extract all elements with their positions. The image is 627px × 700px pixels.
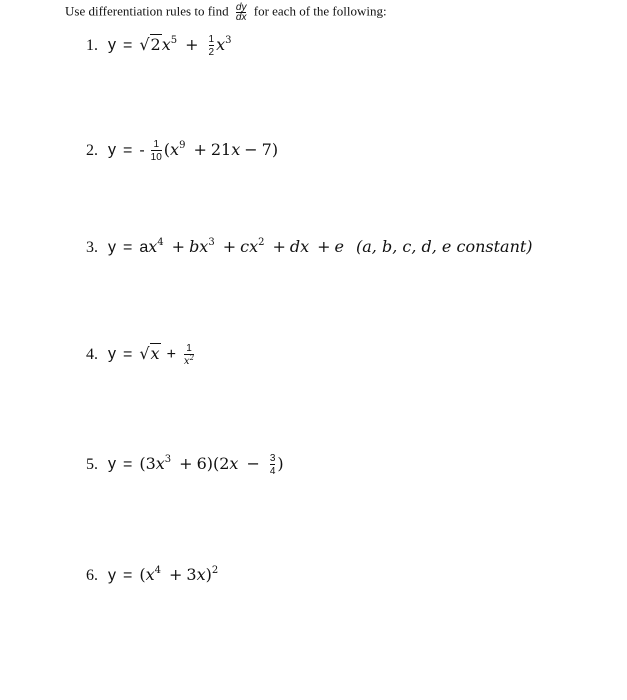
- problem-5: [86, 453, 284, 477]
- equals-sign: =: [123, 345, 133, 363]
- problem-number: 2.: [86, 141, 98, 159]
- problem-number: 5.: [86, 455, 98, 473]
- problem-expression: $(x^4 + 3x)^2$: [139, 565, 219, 584]
- problem-number: 1.: [86, 36, 98, 54]
- equals-sign: =: [123, 36, 133, 54]
- problem-lhs: y: [108, 141, 116, 159]
- equals-sign: =: [123, 239, 133, 256]
- equals-sign: =: [123, 567, 133, 584]
- dy-numerator: dy: [235, 2, 247, 13]
- instructions-line: [65, 3, 387, 22]
- equals-sign: =: [123, 455, 133, 473]
- problem-expression: √x + $\frac{1}{x^2}$: [139, 343, 195, 367]
- constants-note: (a, b, c, d, e constant): [356, 237, 533, 256]
- problem-6: [86, 565, 218, 585]
- instructions-text-before: Use differentiation rules to find: [65, 3, 229, 19]
- problem-4: [86, 343, 196, 367]
- problem-lhs: y: [108, 36, 116, 54]
- dy-dx-fraction: [236, 3, 247, 22]
- problem-lhs: y: [108, 345, 116, 363]
- problem-expression: $(3x^3 + 6)(2x$ − $\frac{3}{4}$ ): [139, 453, 284, 477]
- problem-1: [86, 34, 232, 58]
- problem-lhs: y: [108, 455, 116, 473]
- problem-expression: $√2x^5$ + $\frac{1}{2}$ $x^3$: [139, 34, 232, 58]
- instructions-text-after: for each of the following:: [253, 3, 387, 19]
- equals-sign: =: [123, 141, 133, 159]
- problem-number: 6.: [86, 567, 98, 584]
- dx-denominator: dx: [235, 12, 247, 23]
- problem-2: [86, 139, 278, 163]
- problem-lhs: y: [108, 567, 116, 584]
- problem-expression: - $\frac{1}{10}$ $(x^9 + 21x - 7)$: [139, 139, 279, 163]
- problem-expression: $ax^4 + bx^3 + cx^2$ + dx + e (a, b, c, d, e constant): [139, 237, 533, 256]
- problem-lhs: y: [108, 239, 116, 256]
- problem-number: 3.: [86, 239, 98, 256]
- problem-3: [86, 237, 533, 257]
- problem-number: 4.: [86, 345, 98, 363]
